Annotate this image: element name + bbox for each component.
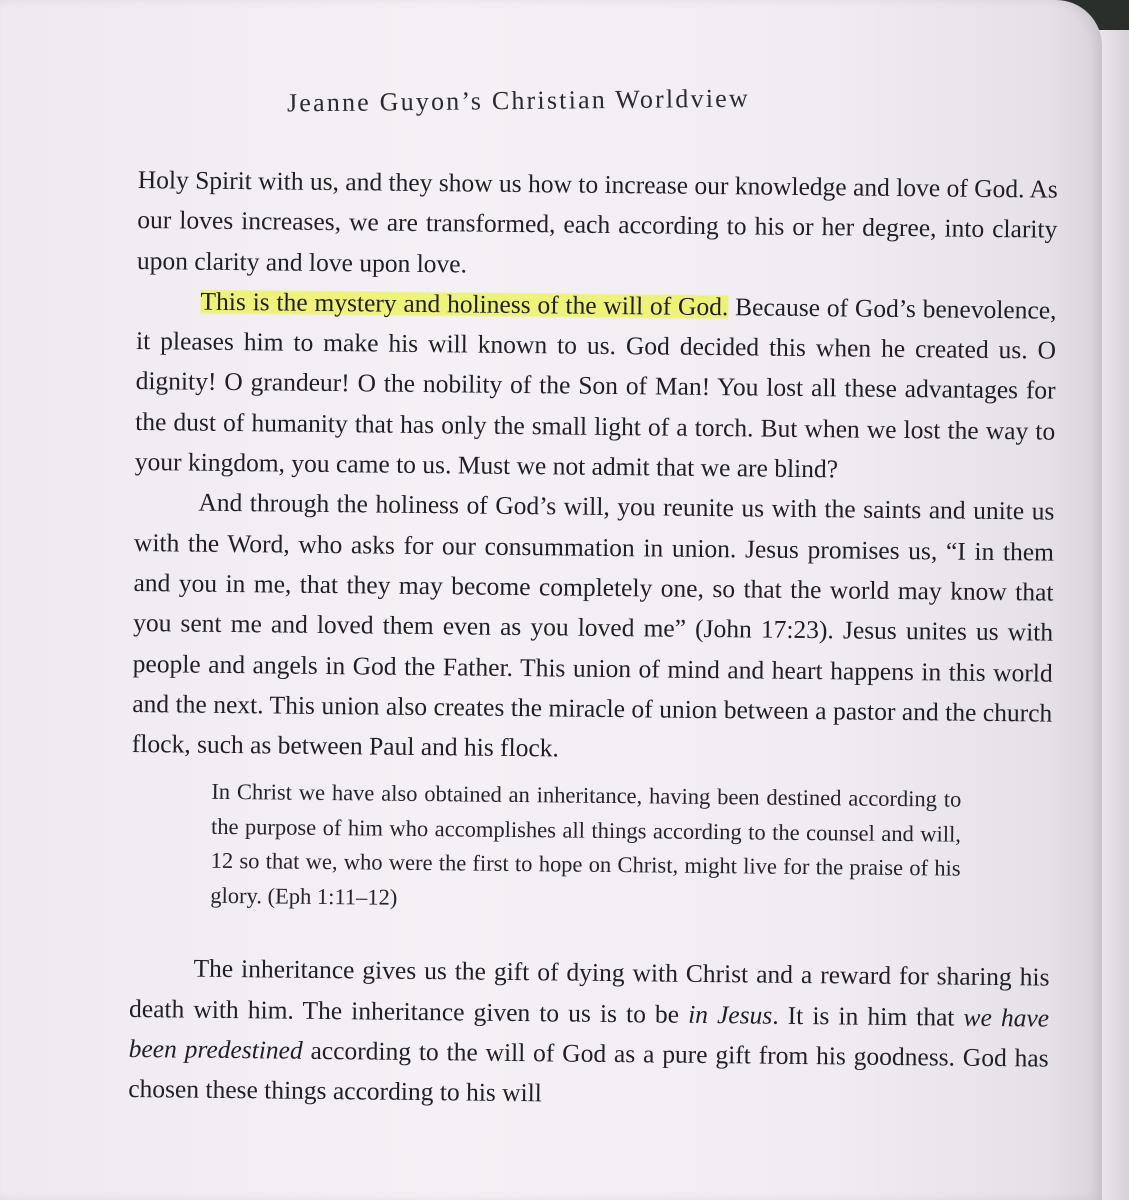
paragraph-4 xyxy=(128,948,1050,1119)
running-header: Jeanne Guyon’s Christian Worldview xyxy=(286,83,751,118)
italic-in-jesus: in Jesus xyxy=(688,999,773,1030)
paragraph-1: Holy Spirit with us, and they show us how to increase our knowledge and love of God. As our loves increases, we are transformed, each according to his or her degree, into clarity upon clarity and love upon love. xyxy=(136,164,1058,279)
block-quote: In Christ we have also obtained an inheritance, having been destined according to the purpose of him who accomplishes all things according to the counsel and will, 12 so that we, who were the first to hope on Christ, might live for the praise of his glory. (Eph 1:11–12) xyxy=(210,779,962,910)
italic-predestined: we have been predestined xyxy=(128,1002,1050,1065)
paragraph-2-rest: Because of God’s benevolence, it pleases him to make his will known to us. God decided this when he created us. O dignity! O grandeur! O the nobility of the Son of Man! You lost all these advantages for the dust of humanity that has only the small light of a torch. But when we lost the way to your kingdom, you came to us. Must we not admit that we are blind? xyxy=(134,292,1057,484)
paragraph-2 xyxy=(135,281,1057,492)
paragraph-4-part-3: according to the will of God as a pure gift from his goodness. God has chosen these things according to his will xyxy=(128,1035,1049,1108)
page-body xyxy=(128,160,1058,1119)
paragraph-4-part-1: The inheritance gives us the gift of dying with Christ and a reward for sharing his death with him. The inheritance given to us is to be xyxy=(128,954,1050,1029)
paragraph-3: And through the holiness of God’s will, you reunite us with the saints and unite us with the Word, who asks for our consummation in union. Jesus promises us, “I in them and you in me, that they may become completely one, so that the world may know that you sent me and loved them even as you loved me” (John 17:23). Jesus unites us with people and angels in God the Father. This union of mind and heart happens in this world and the next. This union also creates the miracle of union between a pastor and the church flock, such as between Paul and his flock. xyxy=(131,488,1055,763)
highlighted-sentence: This is the mystery and holiness of the will of God. xyxy=(200,286,729,322)
paragraph-4-part-2: . It is in him that xyxy=(772,1000,964,1032)
